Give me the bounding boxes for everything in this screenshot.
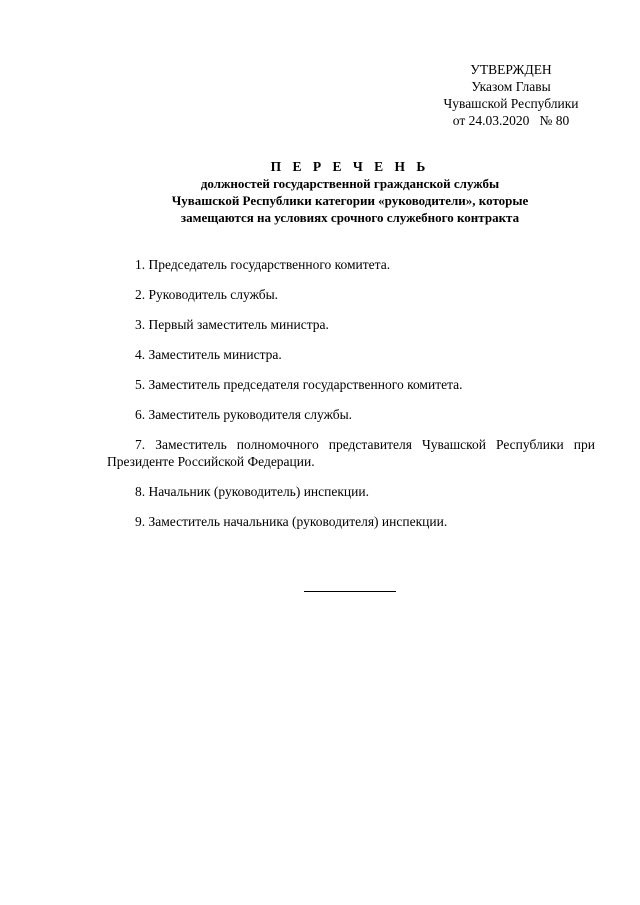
list-item: 6. Заместитель руководителя службы. <box>135 407 353 422</box>
list-item: 5. Заместитель председателя государственного комитета. <box>135 377 463 392</box>
approval-line-date-number: от 24.03.2020 № 80 <box>452 113 570 128</box>
title-line-2: Чувашской Республики категории «руководители», которые <box>171 193 529 208</box>
positions-list <box>107 256 595 543</box>
list-item: 8. Начальник (руководитель) инспекции. <box>135 484 369 499</box>
title-line-3: замещаются на условиях срочного служебного контракта <box>180 210 520 225</box>
approval-line-approved: УТВЕРЖДЕН <box>470 62 552 77</box>
list-item: 9. Заместитель начальника (руководителя) инспекции. <box>135 514 448 529</box>
list-item: 7. Заместитель полномочного представителя Чувашской Республики при Президенте Российской Федерации. <box>107 437 595 469</box>
end-separator-line <box>304 591 396 592</box>
title-heading: П Е Р Е Ч Е Н Ь <box>270 159 430 174</box>
list-item: 3. Первый заместитель министра. <box>135 317 329 332</box>
approval-line-republic: Чувашской Республики <box>443 96 579 111</box>
document-title <box>110 158 590 226</box>
list-item: 2. Руководитель службы. <box>135 287 279 302</box>
approval-line-decree: Указом Главы <box>471 79 551 94</box>
approval-stamp <box>436 61 586 129</box>
title-line-1: должностей государственной гражданской службы <box>200 176 500 191</box>
list-item: 4. Заместитель министра. <box>135 347 282 362</box>
list-item: 1. Председатель государственного комитета. <box>135 257 391 272</box>
